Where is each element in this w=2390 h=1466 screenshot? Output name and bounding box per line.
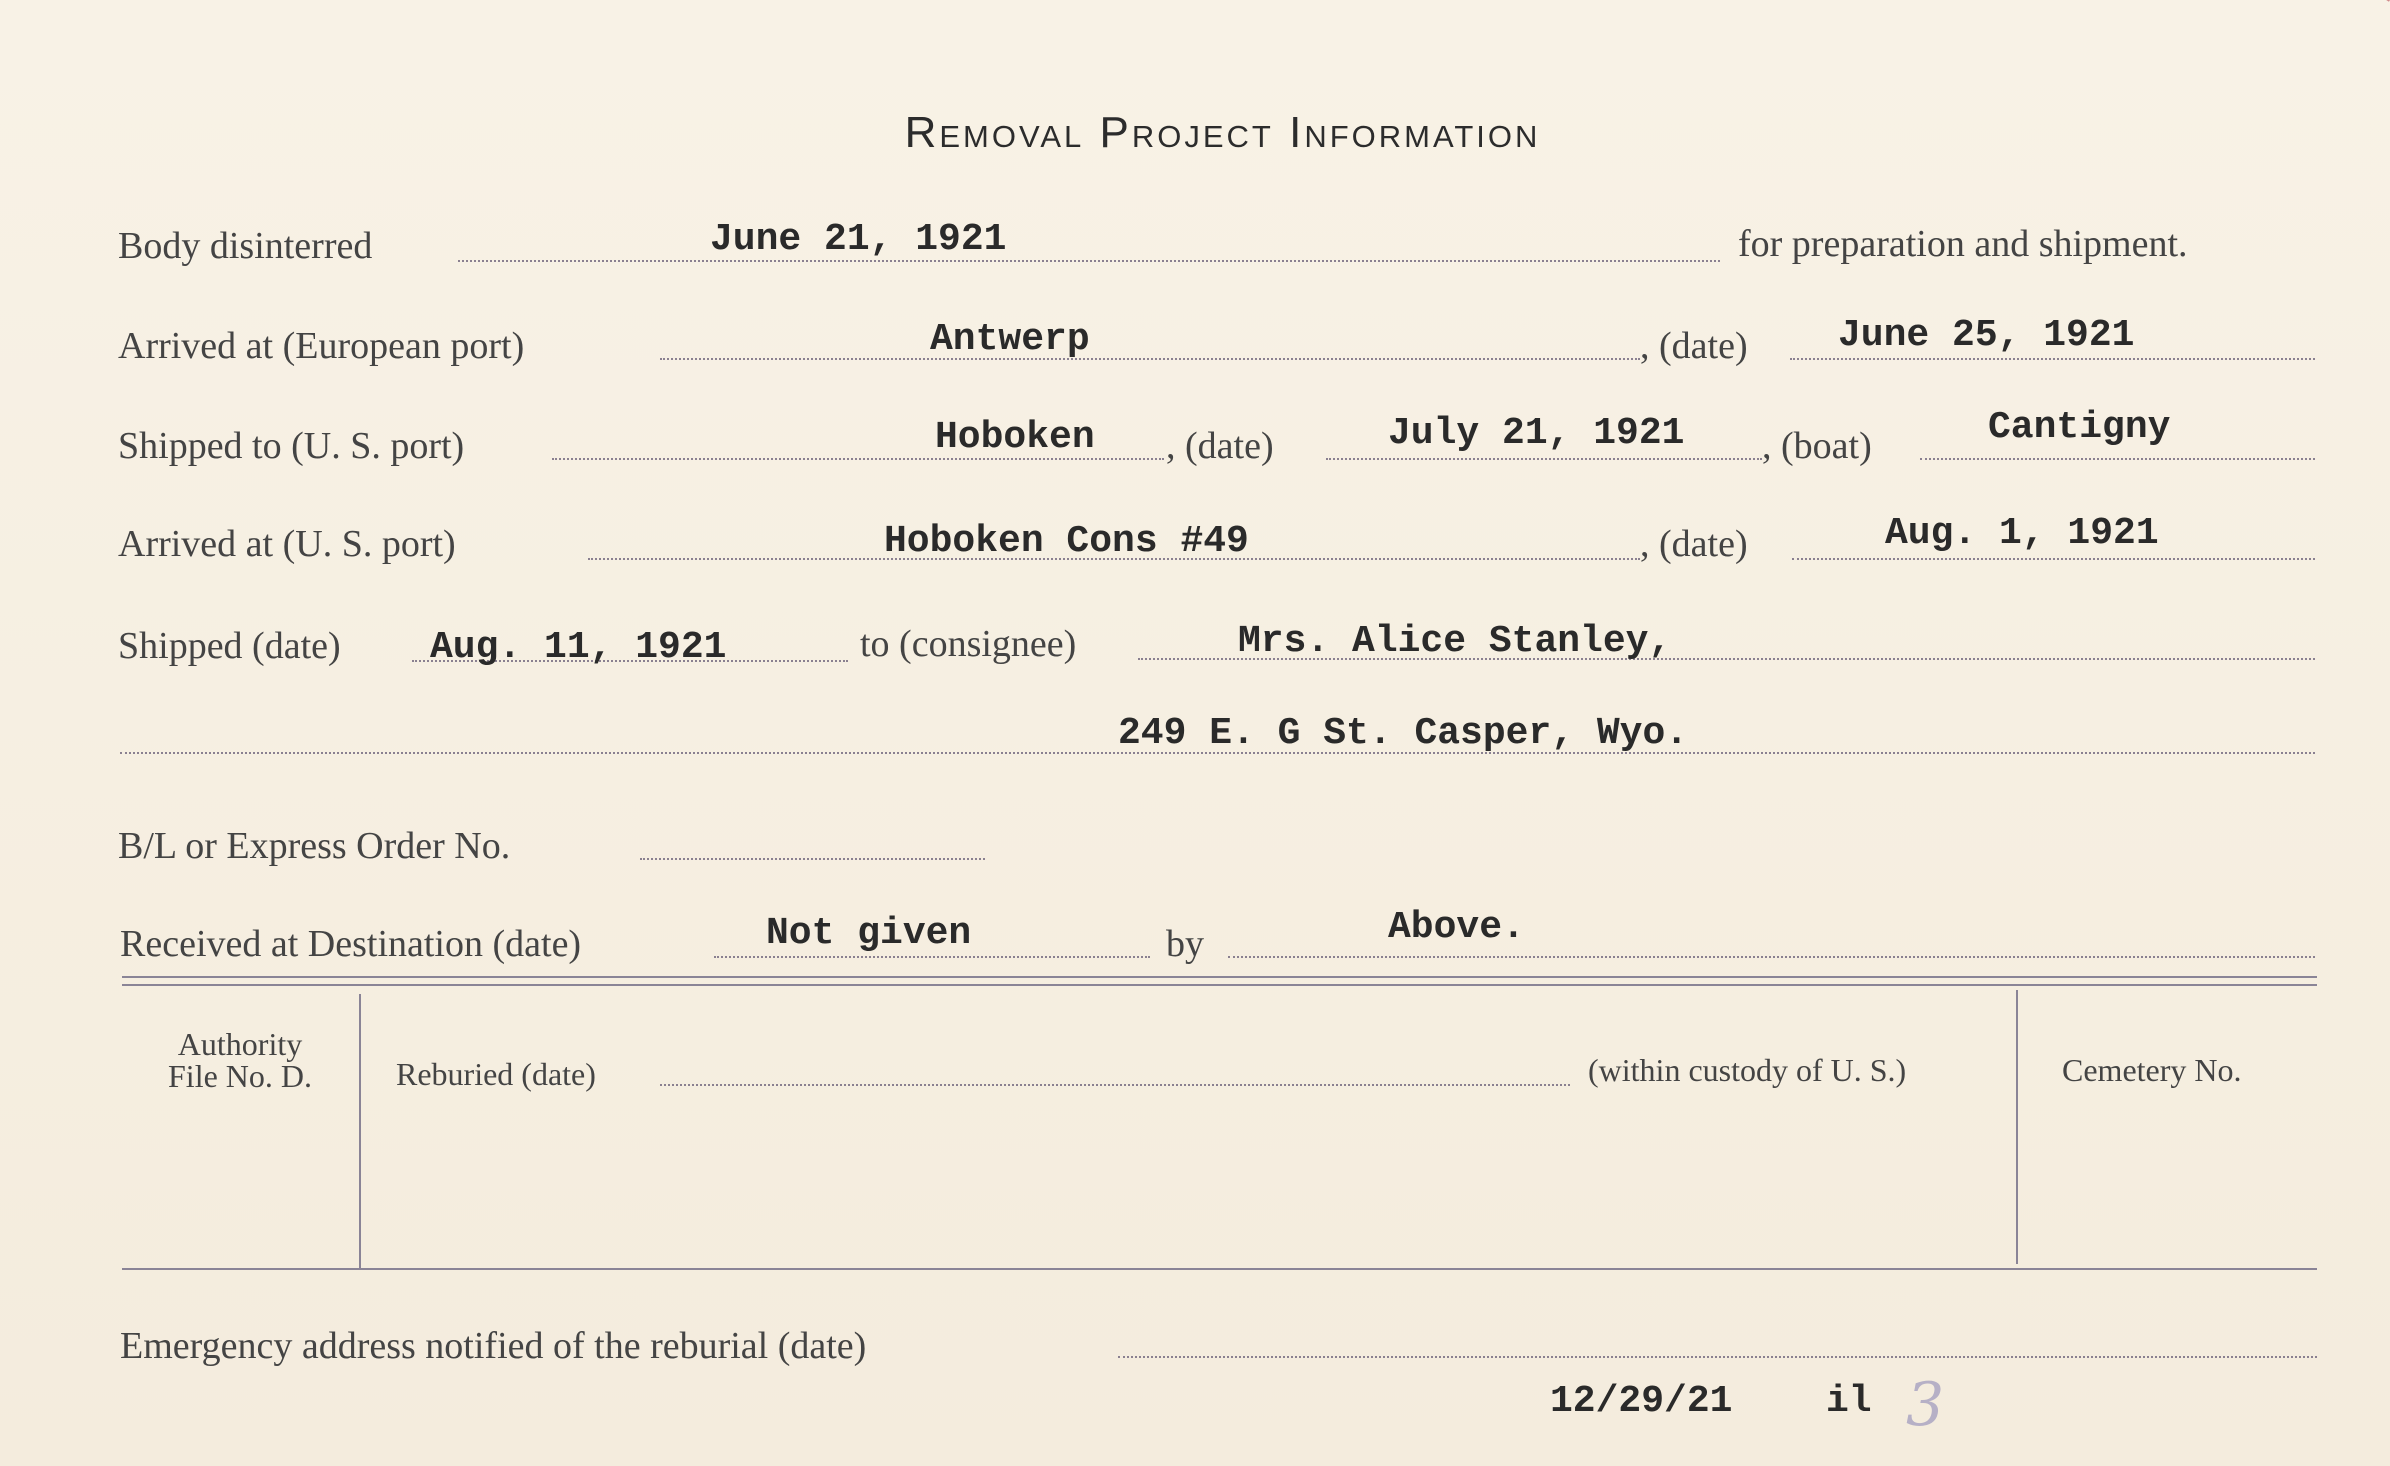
- table-top-rule-2: [122, 984, 2317, 986]
- received-label: Received at Destination (date): [120, 923, 582, 965]
- table-top-rule: [122, 976, 2317, 978]
- shipped-date-label: Shipped (date): [118, 625, 341, 667]
- boat-value: Cantigny: [1988, 406, 2171, 449]
- by-value: Above.: [1388, 906, 1525, 949]
- arrived-us-date-label: , (date): [1640, 523, 1748, 565]
- disinterred-label: Body disinterred: [118, 225, 373, 267]
- consignee-address: 249 E. G St. Casper, Wyo.: [1118, 712, 1689, 755]
- footer-date: 12/29/21: [1550, 1380, 1733, 1423]
- european-date-value: June 25, 1921: [1838, 314, 2135, 357]
- received-line: [714, 956, 1150, 958]
- shipped-to-date-value: July 21, 1921: [1388, 412, 1685, 455]
- custody-label: (within custody of U. S.): [1588, 1052, 1907, 1088]
- shipped-to-date-label: , (date): [1166, 425, 1274, 467]
- authority-label: Authority: [177, 1026, 303, 1062]
- card-title: Removal Project Information: [904, 108, 1541, 157]
- table-bottom-rule: [122, 1268, 2317, 1270]
- arrived-us-date-line: [1792, 558, 2315, 560]
- european-date-line: [1790, 358, 2315, 360]
- european-port-label: Arrived at (European port): [118, 325, 525, 367]
- received-value: Not given: [766, 912, 972, 955]
- emergency-line: [1118, 1356, 2317, 1358]
- european-date-label: , (date): [1640, 325, 1748, 367]
- table-divider-right: [2016, 990, 2018, 1264]
- arrived-us-label: Arrived at (U. S. port): [118, 523, 456, 565]
- shipped-to-label: Shipped to (U. S. port): [118, 425, 465, 467]
- cemetery-label: Cemetery No.: [2062, 1052, 2242, 1088]
- bl-line: [640, 858, 985, 860]
- disinterred-line: [458, 260, 1720, 262]
- european-port-value: Antwerp: [930, 318, 1090, 361]
- boat-line: [1920, 458, 2315, 460]
- arrived-us-date-value: Aug. 1, 1921: [1885, 512, 2159, 555]
- shipped-to-value: Hoboken: [935, 416, 1095, 459]
- by-label: by: [1166, 923, 1204, 965]
- shipped-to-date-line: [1326, 458, 1762, 460]
- reburied-label: Reburied (date): [396, 1056, 596, 1092]
- consignee-label: to (consignee): [860, 623, 1077, 665]
- file-no-label: File No. D.: [168, 1058, 312, 1094]
- consignee-value: Mrs. Alice Stanley,: [1238, 620, 1672, 663]
- reburied-line: [660, 1084, 1570, 1086]
- bl-label: B/L or Express Order No.: [118, 825, 511, 867]
- shipped-date-value: Aug. 11, 1921: [430, 626, 727, 669]
- table-divider-left: [359, 994, 361, 1268]
- disinterred-suffix: for preparation and shipment.: [1738, 223, 2188, 265]
- emergency-label: Emergency address notified of the reburial (date): [120, 1325, 867, 1367]
- corner-mark: [2338, 0, 2390, 2]
- footer-handwritten: 3: [1906, 1370, 1945, 1440]
- disinterred-value: June 21, 1921: [710, 218, 1007, 261]
- by-line: [1228, 956, 2315, 958]
- european-port-line: [660, 358, 1640, 360]
- arrived-us-value: Hoboken Cons #49: [884, 520, 1249, 563]
- footer-initials: il: [1826, 1380, 1872, 1423]
- boat-label: , (boat): [1762, 425, 1872, 467]
